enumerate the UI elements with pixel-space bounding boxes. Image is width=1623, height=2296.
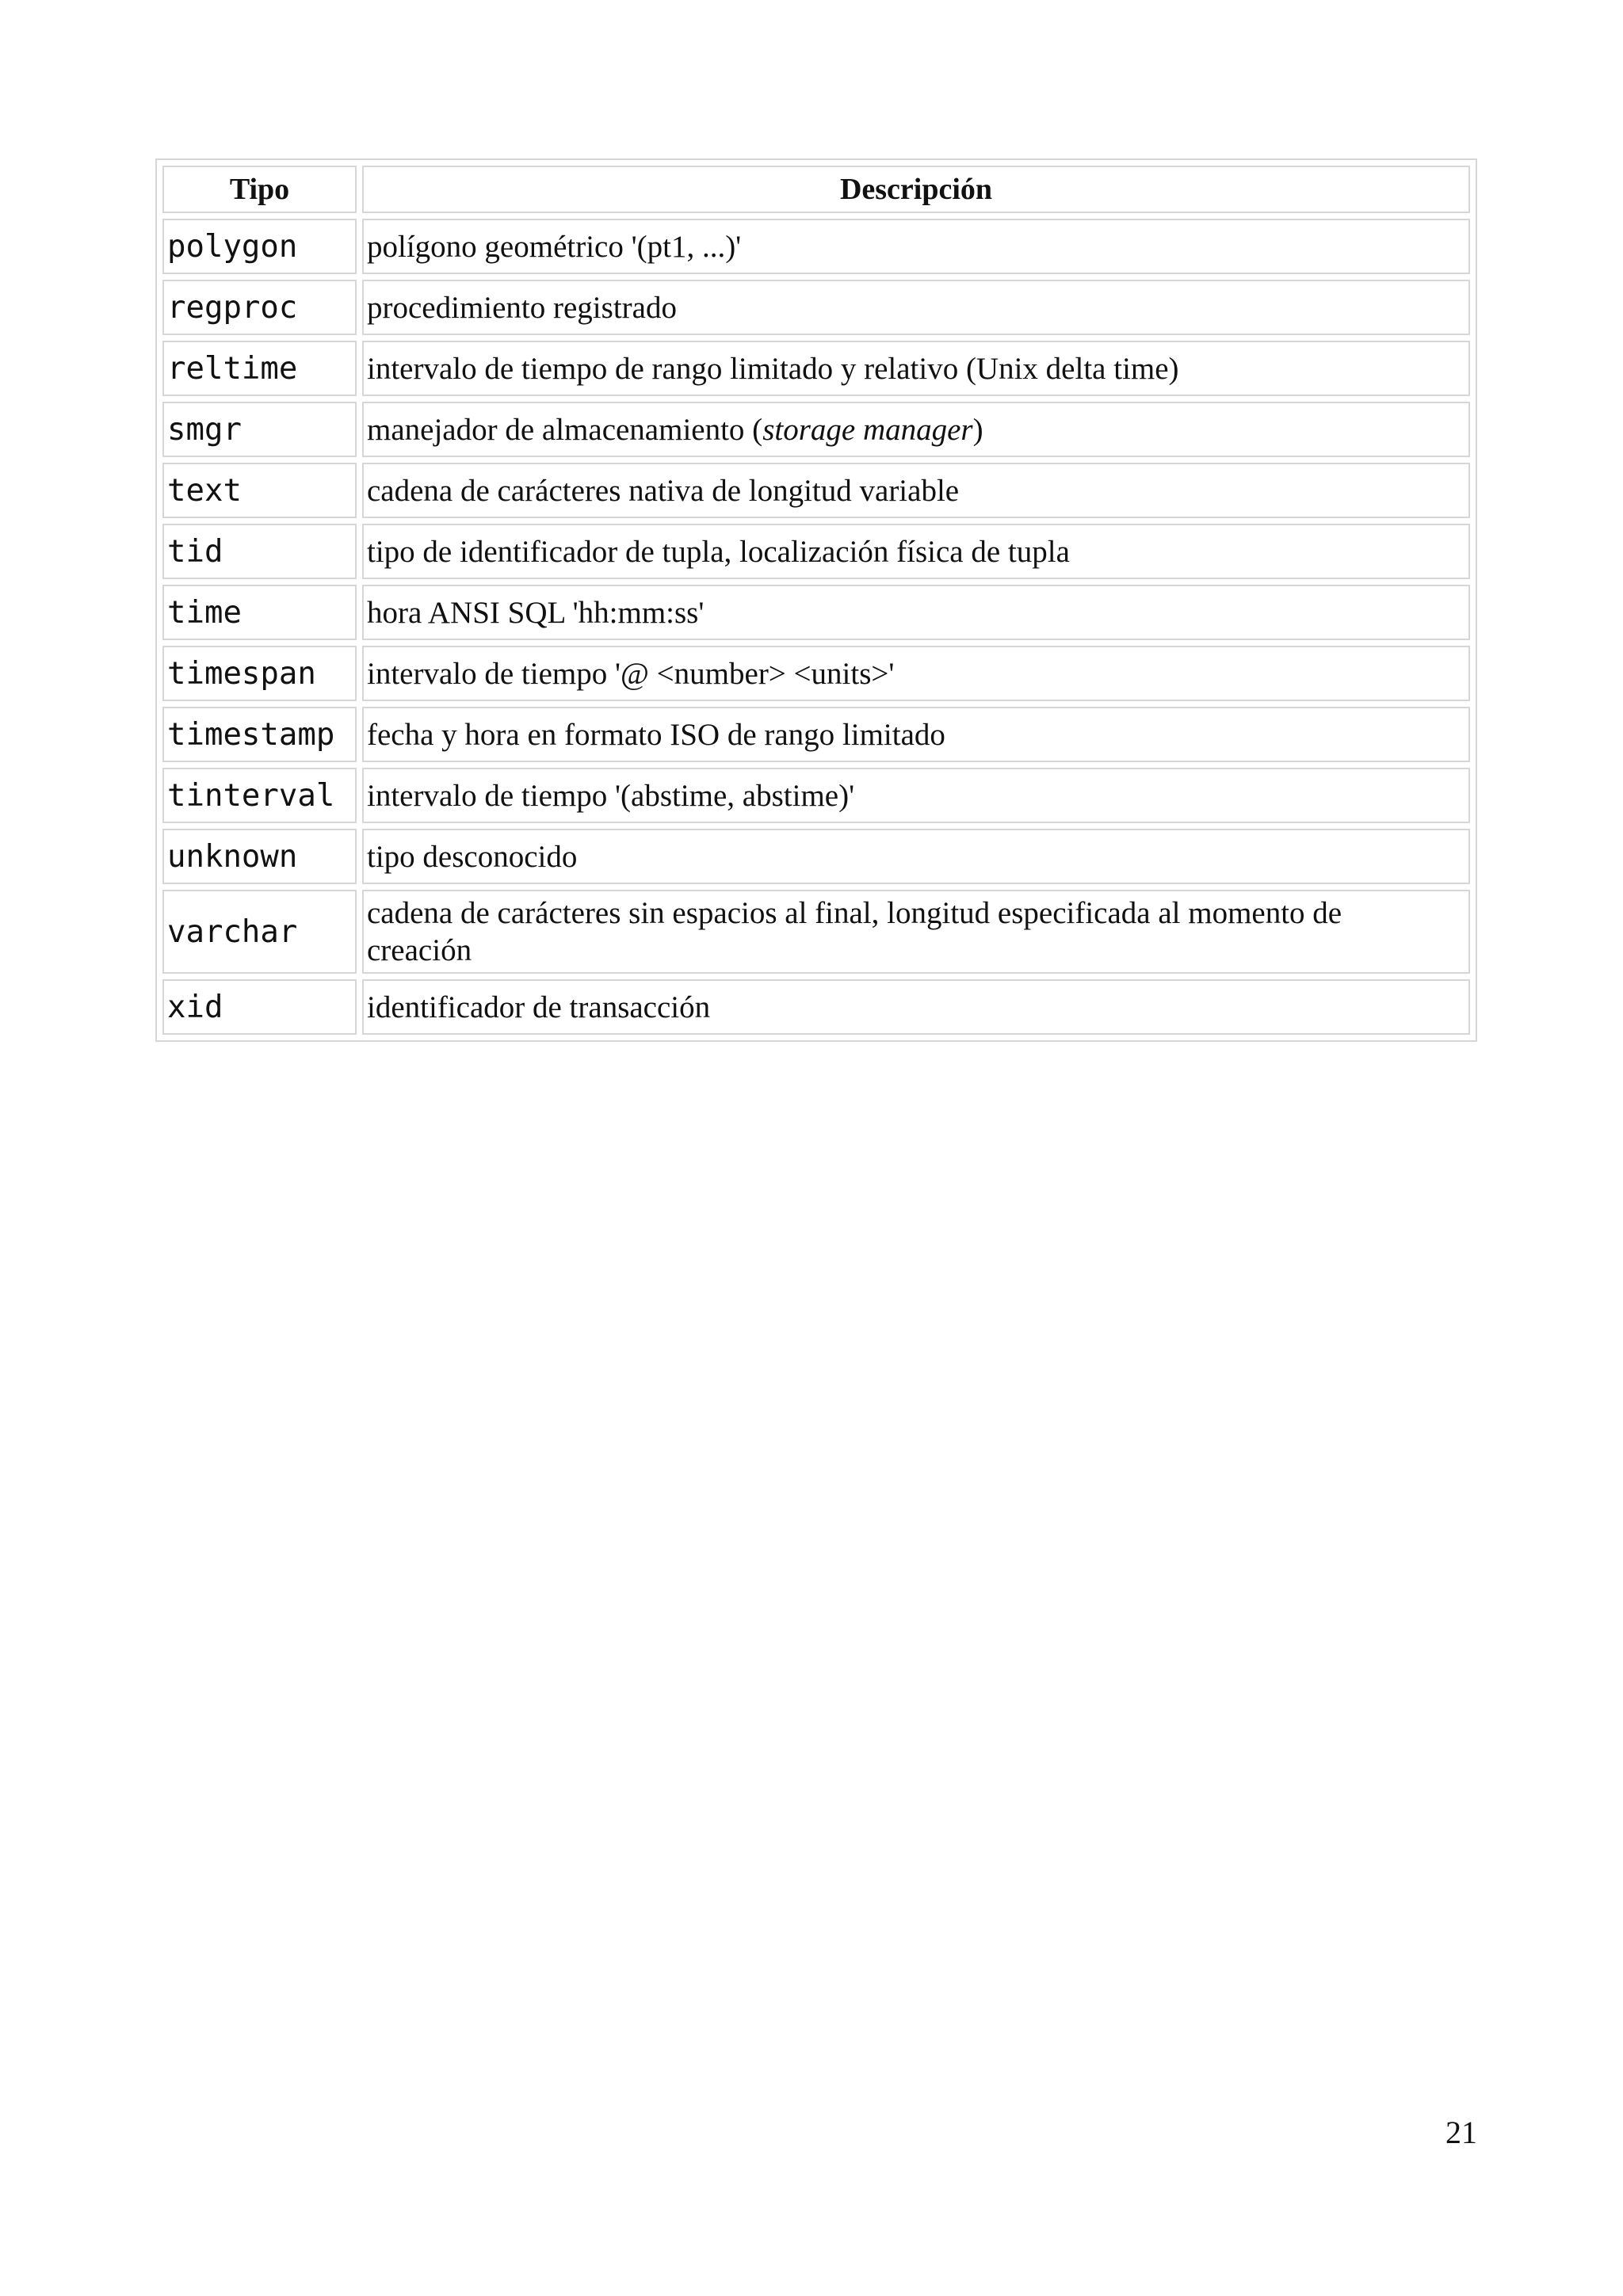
type-description-cell: procedimiento registrado	[362, 280, 1470, 335]
table-row	[162, 463, 1470, 518]
type-description-cell: tipo de identificador de tupla, localización física de tupla	[362, 524, 1470, 579]
table-row	[162, 524, 1470, 579]
type-name-cell: text	[162, 463, 357, 518]
type-name-cell: unknown	[162, 829, 357, 884]
type-description-cell: fecha y hora en formato ISO de rango limitado	[362, 707, 1470, 762]
type-name-cell: tid	[162, 524, 357, 579]
table-row	[162, 280, 1470, 335]
header-type: Tipo	[162, 166, 357, 213]
type-description-cell: cadena de carácteres sin espacios al final, longitud especificada al momento de creación	[362, 890, 1470, 974]
description-text: )	[972, 412, 983, 447]
table-row	[162, 402, 1470, 457]
type-description-cell	[362, 402, 1470, 457]
table-row	[162, 219, 1470, 274]
type-description-cell: intervalo de tiempo '@ <number> <units>'	[362, 646, 1470, 701]
type-name-cell: xid	[162, 979, 357, 1035]
table-row	[162, 979, 1470, 1035]
type-name-cell: tinterval	[162, 768, 357, 823]
type-description-cell: hora ANSI SQL 'hh:mm:ss'	[362, 585, 1470, 640]
type-description-cell: polígono geométrico '(pt1, ...)'	[362, 219, 1470, 274]
type-description-cell: identificador de transacción	[362, 979, 1470, 1035]
table-row	[162, 341, 1470, 396]
table-row	[162, 890, 1470, 974]
type-description-cell: tipo desconocido	[362, 829, 1470, 884]
table-row	[162, 646, 1470, 701]
type-description-cell: cadena de carácteres nativa de longitud variable	[362, 463, 1470, 518]
header-description: Descripción	[362, 166, 1470, 213]
table-row	[162, 829, 1470, 884]
data-types-table	[155, 158, 1477, 1042]
type-description-cell: intervalo de tiempo '(abstime, abstime)'	[362, 768, 1470, 823]
page-number: 21	[1445, 2115, 1477, 2150]
type-name-cell: varchar	[162, 890, 357, 974]
type-name-cell: regproc	[162, 280, 357, 335]
table-header-row	[162, 166, 1470, 213]
type-name-cell: time	[162, 585, 357, 640]
type-name-cell: polygon	[162, 219, 357, 274]
table-row	[162, 707, 1470, 762]
type-name-cell: timestamp	[162, 707, 357, 762]
type-description-cell: intervalo de tiempo de rango limitado y relativo (Unix delta time)	[362, 341, 1470, 396]
description-italic-term: storage manager	[762, 412, 973, 447]
description-text: manejador de almacenamiento (	[367, 412, 763, 447]
type-name-cell: smgr	[162, 402, 357, 457]
table-row	[162, 585, 1470, 640]
type-name-cell: timespan	[162, 646, 357, 701]
type-name-cell: reltime	[162, 341, 357, 396]
table-row	[162, 768, 1470, 823]
